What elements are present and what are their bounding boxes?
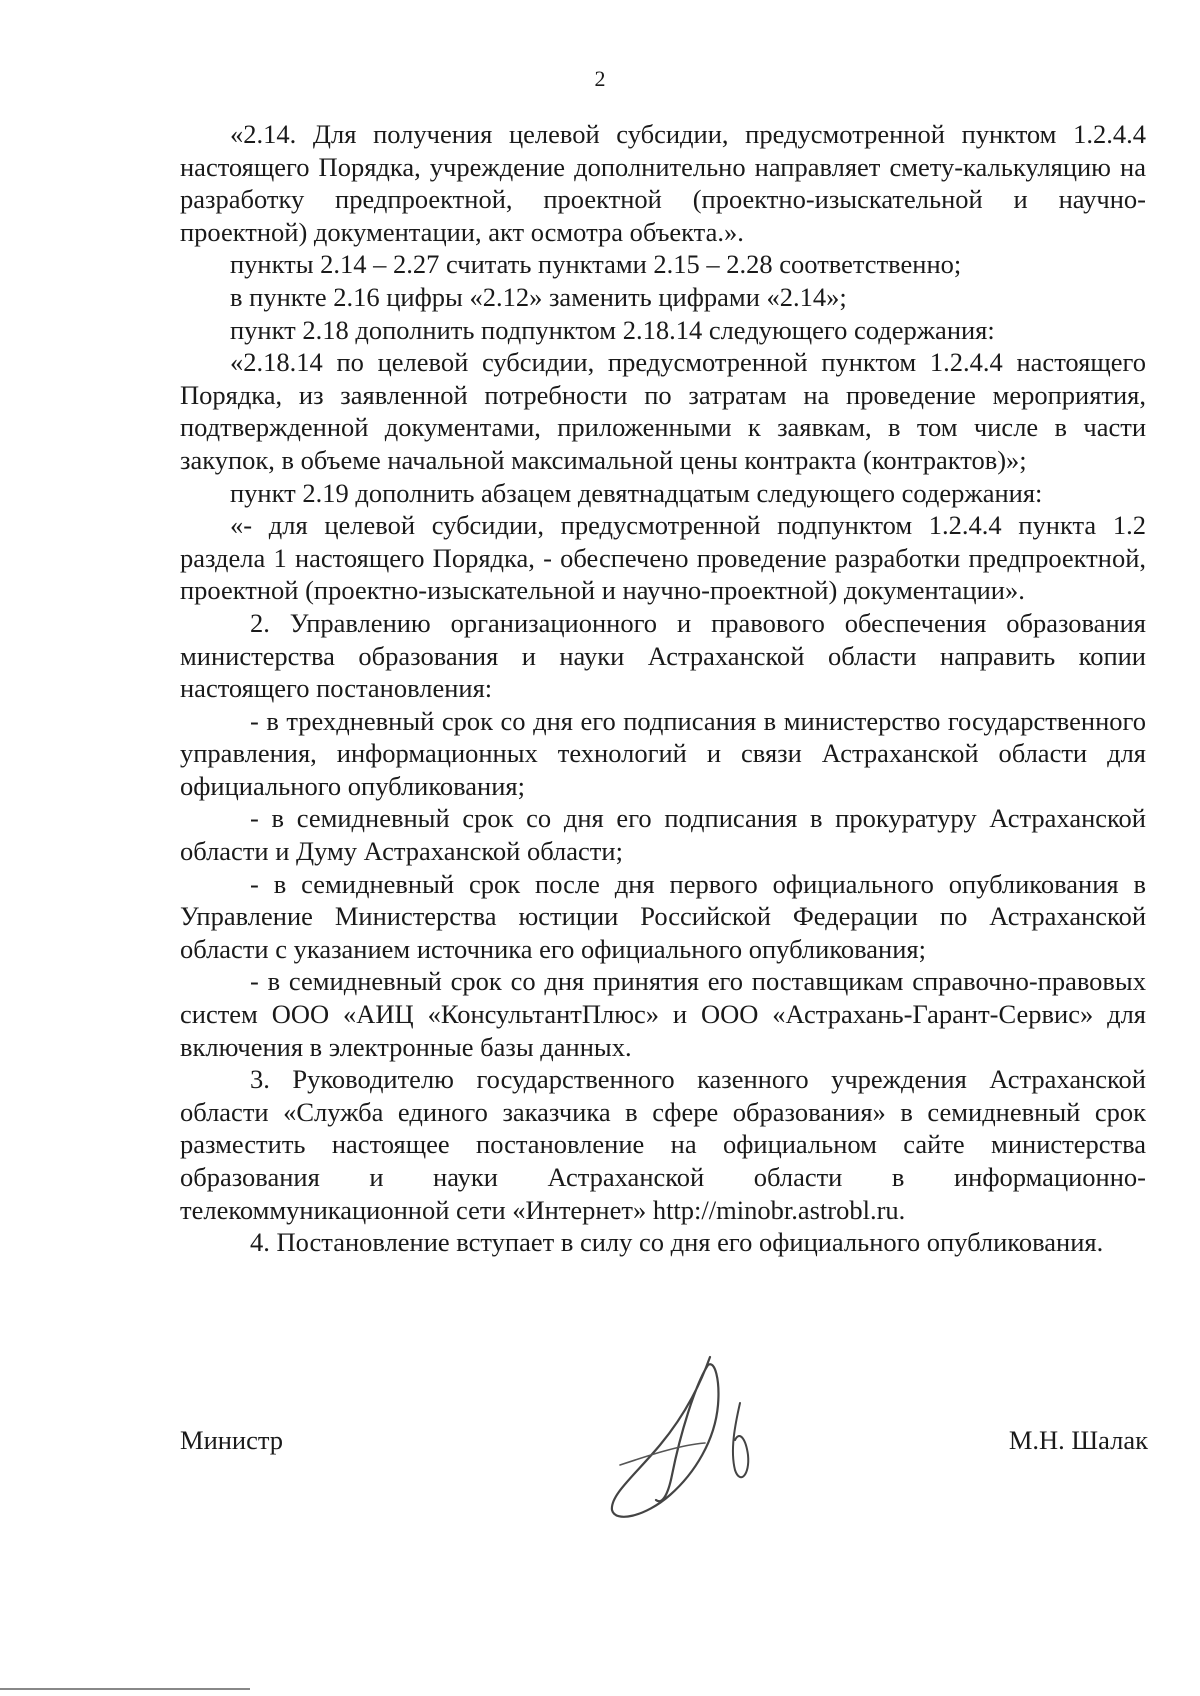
- paragraph: пункт 2.18 дополнить подпунктом 2.18.14 следующего содержания:: [230, 314, 995, 345]
- paragraph: «- для целевой субсидии, предусмотренной подпунктом 1.2.4.4 пункта 1.2 раздела 1 настоящего Порядка, - обеспечено проведение разработки предпроектной, проектной (проектно-изыскательной и научно-проектной) документации».: [180, 510, 1146, 606]
- paragraph: пункты 2.14 – 2.27 считать пунктами 2.15 – 2.28 соответственно;: [230, 249, 962, 280]
- page-number: 2: [594, 66, 606, 91]
- paragraph: в пункте 2.16 цифры «2.12» заменить цифрами «2.14»;: [230, 281, 847, 312]
- signer-position: Министр: [180, 1425, 284, 1455]
- signer-name: М.Н. Шалак: [1008, 1425, 1148, 1455]
- footer-divider: [0, 1688, 250, 1690]
- paragraph: - в трехдневный срок со дня его подписания в министерство государственного управления, информационных технологий и связи Астраханской области для официального опубликования;: [180, 705, 1146, 801]
- paragraph: «2.18.14 по целевой субсидии, предусмотренной пунктом 1.2.4.4 настоящего Порядка, из заявленной потребности по затратам на проведение мероприятия, подтвержденной документами, приложенными к заявкам, в том числе в части закупок, в объеме начальной максимальной цены контракта (контрактов)»;: [180, 347, 1146, 475]
- paragraph: 4. Постановление вступает в силу со дня его официального опубликования.: [250, 1227, 1104, 1258]
- paragraph: «2.14. Для получения целевой субсидии, предусмотренной пунктом 1.2.4.4 настоящего Порядка, учреждение дополнительно направляет смету-калькуляцию на разработку предпроектной, проектной (проектно-изыскательной и научно-проектной) документации, акт осмотра объекта.».: [180, 119, 1146, 247]
- paragraph: - в семидневный срок со дня принятия его поставщикам справочно-правовых систем ООО «АИЦ «КонсультантПлюс» и ООО «Астрахань-Гарант-Сервис» для включения в электронные базы данных.: [180, 966, 1146, 1062]
- paragraph: 3. Руководителю государственного казенного учреждения Астраханской области «Служба единого заказчика в сфере образования» в семидневный срок разместить настоящее постановление на официальном сайте министерства образования и науки Астраханской области в информационно-телекоммуникационной сети «Интернет» http://minobr.astrobl.ru.: [180, 1064, 1146, 1225]
- paragraph: пункт 2.19 дополнить абзацем девятнадцатым следующего содержания:: [230, 477, 1043, 508]
- handwritten-signature: [590, 1345, 800, 1525]
- paragraph: - в семидневный срок после дня первого официального опубликования в Управление Министерства юстиции Российской Федерации по Астраханской области с указанием источника его официального опубликования;: [180, 868, 1146, 964]
- document-body: [180, 118, 1146, 1259]
- paragraph: - в семидневный срок со дня его подписания в прокуратуру Астраханской области и Думу Астраханской области;: [180, 803, 1146, 867]
- paragraph: 2. Управлению организационного и правового обеспечения образования министерства образования и науки Астраханской области направить копии настоящего постановления:: [180, 607, 1146, 704]
